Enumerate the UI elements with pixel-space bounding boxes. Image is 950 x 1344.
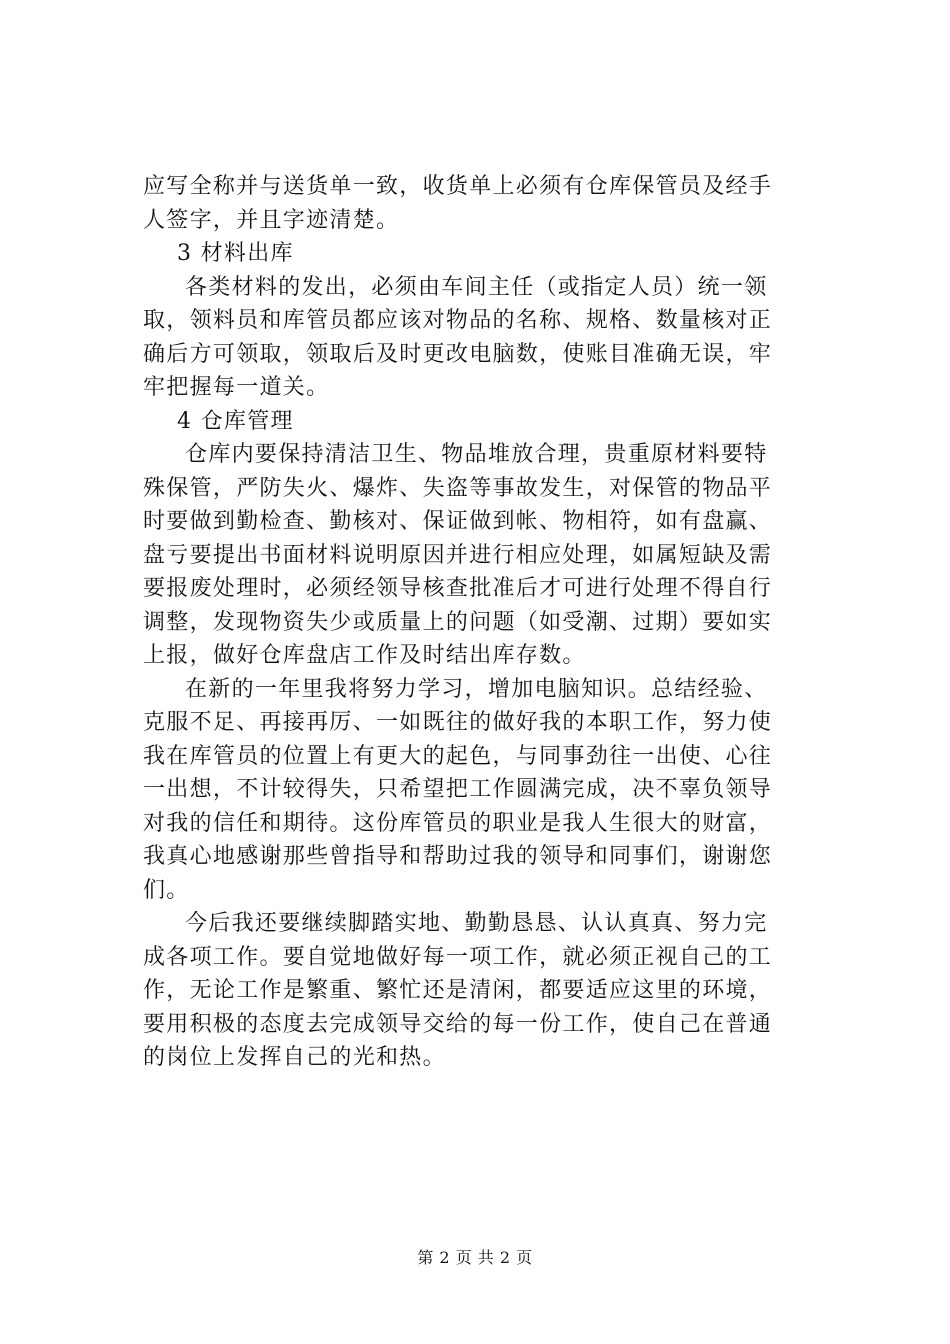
- text-line: 殊保管，严防失火、爆炸、失盗等事故发生，对保管的物品平: [143, 475, 773, 501]
- paragraph-first-line: 仓库内要保持清洁卫生、物品堆放合理，贵重原材料要特: [185, 442, 768, 467]
- text-line: 作，无论工作是繁重、繁忙还是清闲，都要适应这里的环境，: [143, 978, 773, 1003]
- paragraph-first-line: 在新的一年里我将努力学习，增加电脑知识。总结经验、: [185, 676, 768, 702]
- text-line: 盘亏要提出书面材料说明原因并进行相应处理，如属短缺及需: [143, 542, 773, 568]
- text-line: 要用积极的态度去完成领导交给的每一份工作，使自己在普通: [143, 1011, 773, 1037]
- text-line: 取，领料员和库管员都应该对物品的名称、规格、数量核对正: [143, 308, 773, 333]
- text-line: 对我的信任和期待。这份库管员的职业是我人生很大的财富，: [143, 810, 773, 836]
- text-line: 上报，做好仓库盘店工作及时结出库存数。: [143, 643, 586, 668]
- text-line: 成各项工作。要自觉地做好每一项工作，就必须正视自己的工: [143, 944, 773, 970]
- text-line: 要报废处理时，必须经领导核查批准后才可进行处理不得自行: [143, 576, 773, 601]
- text-line: 我在库管员的位置上有更大的起色，与同事劲往一出使、心往: [143, 743, 773, 769]
- page-number-label: 第 2 页 共 2 页: [417, 1248, 533, 1267]
- text-line: 人签字，并且字迹清楚。: [143, 207, 400, 233]
- page-footer: [0, 1245, 950, 1268]
- text-line: 调整，发现物资失少或质量上的问题（如受潮、过期）要如实: [143, 609, 773, 635]
- text-line: 我真心地感谢那些曾指导和帮助过我的领导和同事们，谢谢您: [143, 844, 773, 869]
- section-heading: 3 材料出库: [177, 241, 294, 266]
- text-line: 们。: [143, 877, 190, 903]
- text-line: 克服不足、再接再厉、一如既往的做好我的本职工作，努力使: [143, 710, 773, 735]
- text-line: 牢把握每一道关。: [143, 375, 330, 400]
- text-line: 应写全称并与送货单一致，收货单上必须有仓库保管员及经手: [143, 174, 773, 199]
- section-heading: 4 仓库管理: [177, 408, 294, 434]
- text-line: 的岗位上发挥自己的光和热。: [143, 1045, 446, 1070]
- paragraph-first-line: 今后我还要继续脚踏实地、勤勤恳恳、认认真真、努力完: [185, 911, 768, 936]
- text-line: 时要做到勤检查、勤核对、保证做到帐、物相符，如有盘赢、: [143, 509, 773, 534]
- paragraph-first-line: 各类材料的发出，必须由车间主任（或指定人员）统一领: [185, 274, 768, 300]
- text-line: 确后方可领取，领取后及时更改电脑数，使账目准确无误，牢: [143, 341, 773, 367]
- document-body: [143, 170, 813, 1075]
- text-line: 一出想，不计较得失，只希望把工作圆满完成，决不辜负领导: [143, 777, 773, 802]
